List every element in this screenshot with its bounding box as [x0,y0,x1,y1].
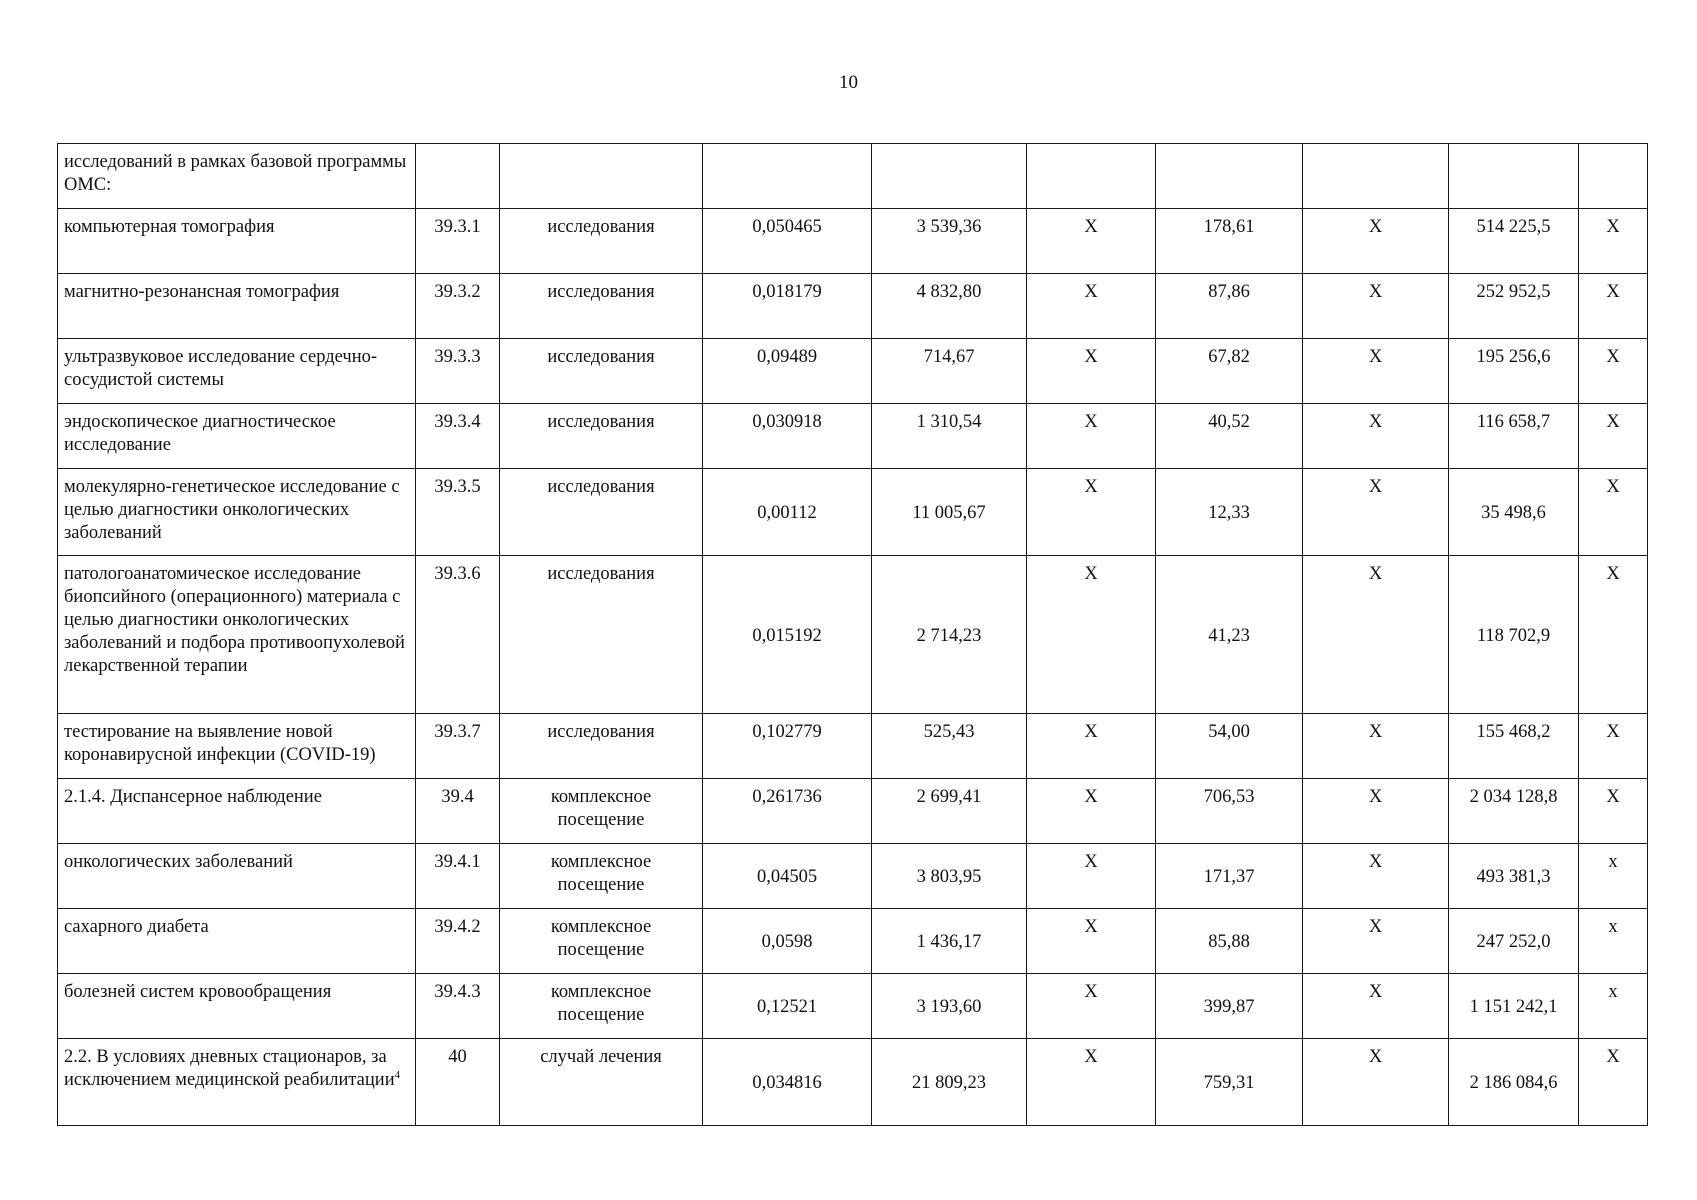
row-name: 2.1.4. Диспансерное наблюдение [58,779,416,844]
row-norm-cost: 2 699,41 [872,779,1027,844]
row-x1: Х [1027,404,1156,469]
row-norm-volume: 0,09489 [703,339,872,404]
row-code: 39.3.4 [416,404,500,469]
row-per-capita: 759,31 [1156,1039,1303,1126]
row-code: 39.3.6 [416,556,500,714]
row-per-capita: 12,33 [1156,469,1303,556]
row-norm-cost: 3 193,60 [872,974,1027,1039]
row-norm-cost: 11 005,67 [872,469,1027,556]
row-total: 195 256,6 [1449,339,1579,404]
row-norm-volume: 0,0598 [703,909,872,974]
row-per-capita: 41,23 [1156,556,1303,714]
row-norm-cost: 1 436,17 [872,909,1027,974]
table-row [58,339,1648,404]
table-row [58,714,1648,779]
row-code: 39.3.3 [416,339,500,404]
table-row [58,556,1648,714]
row-code: 39.3.7 [416,714,500,779]
row-per-capita: 399,87 [1156,974,1303,1039]
row-unit: исследования [500,339,703,404]
row-x2: Х [1303,469,1449,556]
row-x1: Х [1027,909,1156,974]
row-name: исследований в рамках базовой программы ОМС: [58,144,416,209]
row-x1: Х [1027,714,1156,779]
row-total: 493 381,3 [1449,844,1579,909]
row-x3: Х [1579,556,1648,714]
row-unit: комплексное посещение [500,909,703,974]
row-code: 40 [416,1039,500,1126]
data-table [57,143,1648,1126]
row-x3: Х [1579,274,1648,339]
row-norm-cost [872,144,1027,209]
row-per-capita: 178,61 [1156,209,1303,274]
row-unit: комплексное посещение [500,779,703,844]
table-row [58,909,1648,974]
row-name: ультразвуковое исследование сердечно-сосудистой системы [58,339,416,404]
row-x2: Х [1303,1039,1449,1126]
table-row [58,974,1648,1039]
row-x3: х [1579,844,1648,909]
row-total: 155 468,2 [1449,714,1579,779]
row-name: магнитно-резонансная томография [58,274,416,339]
row-total: 247 252,0 [1449,909,1579,974]
row-norm-cost: 525,43 [872,714,1027,779]
row-norm-volume: 0,030918 [703,404,872,469]
row-norm-cost: 2 714,23 [872,556,1027,714]
row-code [416,144,500,209]
row-x2: Х [1303,909,1449,974]
row-x2: Х [1303,274,1449,339]
row-name: патологоанатомическое исследование биопсийного (операционного) материала с целью диагностики онкологических заболеваний и подбора противоопухолевой лекарственной терапии [58,556,416,714]
row-code: 39.4.2 [416,909,500,974]
row-norm-volume [703,144,872,209]
row-x1: Х [1027,209,1156,274]
row-x2: Х [1303,974,1449,1039]
row-unit: исследования [500,404,703,469]
row-total: 2 034 128,8 [1449,779,1579,844]
row-total: 2 186 084,6 [1449,1039,1579,1126]
row-x3: х [1579,909,1648,974]
row-code: 39.4.1 [416,844,500,909]
row-norm-volume: 0,12521 [703,974,872,1039]
row-code: 39.3.1 [416,209,500,274]
row-total [1449,144,1579,209]
row-unit: комплексное посещение [500,844,703,909]
row-name: онкологических заболеваний [58,844,416,909]
table-row [58,469,1648,556]
row-norm-cost: 3 803,95 [872,844,1027,909]
row-per-capita: 87,86 [1156,274,1303,339]
row-name [58,1039,416,1126]
row-x2: Х [1303,714,1449,779]
row-total: 1 151 242,1 [1449,974,1579,1039]
row-x1: Х [1027,779,1156,844]
row-per-capita: 54,00 [1156,714,1303,779]
row-x2 [1303,144,1449,209]
row-x3: х [1579,974,1648,1039]
row-name: эндоскопическое диагностическое исследование [58,404,416,469]
row-unit: случай лечения [500,1039,703,1126]
row-unit: исследования [500,556,703,714]
row-total: 252 952,5 [1449,274,1579,339]
row-norm-volume: 0,102779 [703,714,872,779]
table-row [58,404,1648,469]
row-norm-volume: 0,00112 [703,469,872,556]
row-name: молекулярно-генетическое исследование с целью диагностики онкологических заболеваний [58,469,416,556]
row-name-text: 2.2. В условиях дневных стационаров, за исключением медицинской реабилитации [64,1047,395,1090]
row-norm-volume: 0,034816 [703,1039,872,1126]
row-norm-volume: 0,261736 [703,779,872,844]
row-x1 [1027,144,1156,209]
row-total: 118 702,9 [1449,556,1579,714]
row-x1: Х [1027,274,1156,339]
row-x3: Х [1579,779,1648,844]
row-total: 35 498,6 [1449,469,1579,556]
row-per-capita: 40,52 [1156,404,1303,469]
row-name: компьютерная томография [58,209,416,274]
row-unit: исследования [500,714,703,779]
row-norm-cost: 714,67 [872,339,1027,404]
row-x1: Х [1027,469,1156,556]
footnote-marker: 4 [394,1068,401,1081]
row-x1: Х [1027,556,1156,714]
page-number: 10 [839,72,858,93]
table-row [58,144,1648,209]
row-x3: Х [1579,1039,1648,1126]
table-row [58,274,1648,339]
row-x2: Х [1303,844,1449,909]
row-x2: Х [1303,779,1449,844]
row-norm-volume: 0,04505 [703,844,872,909]
row-x3: Х [1579,404,1648,469]
row-x3: Х [1579,339,1648,404]
row-total: 514 225,5 [1449,209,1579,274]
row-x3: Х [1579,469,1648,556]
row-name: сахарного диабета [58,909,416,974]
row-unit: комплексное посещение [500,974,703,1039]
row-x2: Х [1303,209,1449,274]
row-x1: Х [1027,844,1156,909]
row-x2: Х [1303,404,1449,469]
row-per-capita: 706,53 [1156,779,1303,844]
row-x2: Х [1303,556,1449,714]
row-norm-cost: 21 809,23 [872,1039,1027,1126]
row-per-capita: 171,37 [1156,844,1303,909]
row-code: 39.3.5 [416,469,500,556]
row-per-capita: 85,88 [1156,909,1303,974]
row-norm-cost: 4 832,80 [872,274,1027,339]
row-name: тестирование на выявление новой коронавирусной инфекции (COVID-19) [58,714,416,779]
row-x3: Х [1579,714,1648,779]
row-per-capita: 67,82 [1156,339,1303,404]
row-per-capita [1156,144,1303,209]
row-x2: Х [1303,339,1449,404]
row-x1: Х [1027,339,1156,404]
row-x1: Х [1027,1039,1156,1126]
row-norm-volume: 0,015192 [703,556,872,714]
row-x3: Х [1579,209,1648,274]
row-x3 [1579,144,1648,209]
row-name: болезней систем кровообращения [58,974,416,1039]
row-norm-cost: 1 310,54 [872,404,1027,469]
table-row [58,844,1648,909]
row-unit [500,144,703,209]
row-x1: Х [1027,974,1156,1039]
row-norm-volume: 0,050465 [703,209,872,274]
row-code: 39.4 [416,779,500,844]
row-unit: исследования [500,274,703,339]
table-row [58,1039,1648,1126]
row-unit: исследования [500,469,703,556]
row-code: 39.3.2 [416,274,500,339]
row-unit: исследования [500,209,703,274]
row-norm-volume: 0,018179 [703,274,872,339]
row-code: 39.4.3 [416,974,500,1039]
table-row [58,779,1648,844]
row-norm-cost: 3 539,36 [872,209,1027,274]
table-row [58,209,1648,274]
row-total: 116 658,7 [1449,404,1579,469]
